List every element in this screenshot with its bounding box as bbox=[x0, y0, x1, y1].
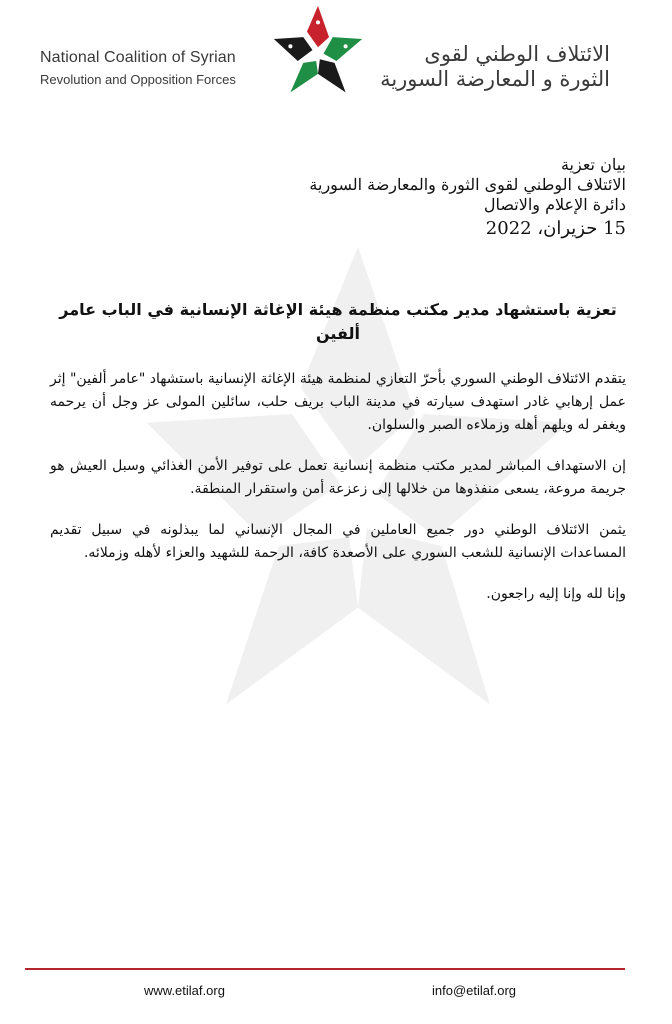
coalition-logo-icon bbox=[272, 4, 364, 96]
document-type: بيان تعزية bbox=[560, 155, 626, 174]
english-name-line1: National Coalition of Syrian bbox=[40, 49, 236, 66]
email-link[interactable]: info@etilaf.org bbox=[432, 983, 517, 998]
statement-title: تعزية باستشهاد مدير مكتب منظمة هيئة الإغاثة الإنسانية في الباب عامر ألفين bbox=[59, 300, 617, 343]
body-paragraph: يتقدم الائتلاف الوطني السوري بأحرّ التعازي لمنظمة هيئة الإغاثة الإنسانية باستشهاد "عامر ألفين" إثر عمل إرهابي غادر استهدف سيارته في مدينة الباب بريف حلب، سائلين المولى عز وجل أن يرحمه ويغفر له ويلهم أهله وزملاءه الصبر والسلوان. bbox=[50, 371, 626, 433]
department-name: دائرة الإعلام والاتصال bbox=[483, 195, 626, 214]
body-paragraph: يثمن الائتلاف الوطني دور جميع العاملين في المجال الإنساني لما يبذلونه في سبيل تقديم المساعدات الإنسانية للشعب السوري على الأصعدة كافة، الرحمة للشهيد والعزاء لأهله وزملائه. bbox=[50, 522, 626, 561]
arabic-name-line1: الائتلاف الوطني لقوى bbox=[424, 42, 610, 66]
body-paragraph: إن الاستهداف المباشر لمدير مكتب منظمة إنسانية تعمل على توفير الأمن الغذائي وسبل العيش هو جريمة مروعة، يسعى منفذوها من خلالها إلى زعزعة أمن واستقرار المنطقة. bbox=[50, 458, 626, 497]
footer-divider bbox=[25, 968, 625, 970]
statement-body bbox=[50, 368, 626, 624]
website-link[interactable]: www.etilaf.org bbox=[144, 983, 225, 998]
english-name-line2: Revolution and Opposition Forces bbox=[40, 72, 236, 87]
english-organization-name bbox=[40, 48, 280, 90]
arabic-name-line2: الثورة و المعارضة السورية bbox=[380, 67, 610, 91]
arabic-organization-name bbox=[372, 42, 610, 92]
closing-line: وإنا لله وإنا إليه راجعون. bbox=[486, 586, 626, 602]
statement-date: 15 حزيران، 2022 bbox=[485, 218, 626, 239]
letterhead bbox=[0, 0, 672, 110]
statement-meta bbox=[50, 155, 626, 241]
issuer-name: الائتلاف الوطني لقوى الثورة والمعارضة السورية bbox=[309, 175, 626, 194]
